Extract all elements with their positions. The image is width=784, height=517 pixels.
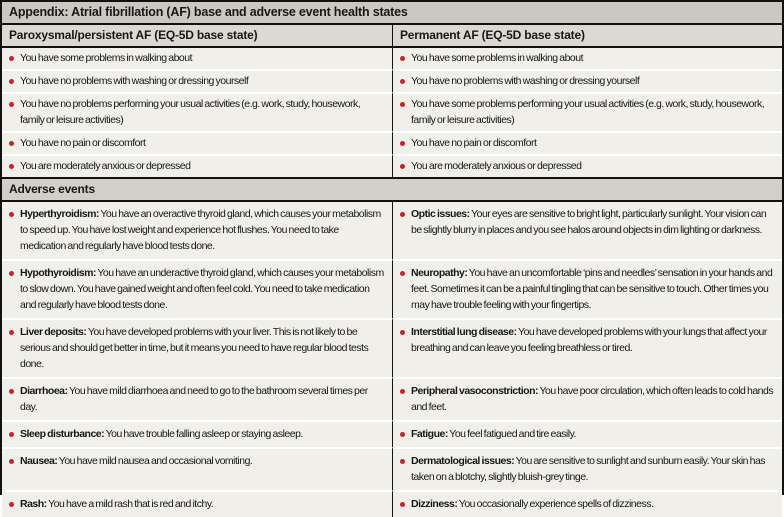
adverse-event-text xyxy=(411,496,776,512)
adverse-events-section-header: Adverse events xyxy=(2,177,782,202)
adverse-event-term: Sleep disturbance: xyxy=(20,428,105,440)
adverse-event-description: You have an overactive thyroid gland, which causes your metabolism to speed up. You have lost weight and experience hot flushes. You need to take medication and regularly have blood tests done. xyxy=(20,208,381,252)
adverse-event-text xyxy=(411,426,776,442)
adverse-event-row xyxy=(2,420,782,447)
base-state-text: You have no pain or discomfort xyxy=(411,137,537,149)
bullet-icon xyxy=(9,164,14,169)
base-state-text: You have no problems with washing or dressing yourself xyxy=(20,75,249,87)
bullet-icon xyxy=(400,330,405,335)
adverse-event-cell-left xyxy=(2,377,392,420)
adverse-event-description: You have developed problems with your liver. This is not likely to be serious and should get better in time, but it means you need to have regular blood tests done. xyxy=(20,326,369,370)
base-state-cell-left xyxy=(2,131,392,154)
base-state-rows xyxy=(2,48,782,177)
adverse-event-text xyxy=(20,383,386,415)
adverse-event-cell-left xyxy=(2,420,392,447)
base-state-cell-right xyxy=(392,69,782,92)
bullet-icon xyxy=(9,102,14,107)
bullet-icon xyxy=(400,141,405,146)
adverse-event-rows xyxy=(2,202,782,517)
bullet-icon xyxy=(400,432,405,437)
adverse-event-cell-left xyxy=(2,202,392,259)
base-state-text: You have no problems with washing or dressing yourself xyxy=(411,75,640,87)
adverse-event-row xyxy=(2,259,782,318)
adverse-event-term: Hypothyroidism: xyxy=(20,267,96,279)
bullet-icon xyxy=(9,502,14,507)
bullet-icon xyxy=(9,459,14,464)
base-state-row xyxy=(2,154,782,177)
adverse-event-description: You have an uncomfortable ‘pins and needles’ sensation in your hands and feet. Sometimes it can be a painful tingling that can be sensitive to touch. Other times you may have trouble feeling with your fingertips. xyxy=(411,267,773,311)
adverse-event-term: Peripheral vasoconstriction: xyxy=(411,385,538,397)
adverse-event-text xyxy=(411,324,776,356)
adverse-event-term: Interstitial lung disease: xyxy=(411,326,517,338)
adverse-event-description: You feel fatigued and tire easily. xyxy=(449,428,576,440)
adverse-event-description: You have an underactive thyroid gland, which causes your metabolism to slow down. You have gained weight and often feel cold. You need to take medication and regularly have blood tests done. xyxy=(20,267,384,311)
adverse-event-description: You have mild diarrhoea and need to go to the bathroom several times per day. xyxy=(20,385,368,413)
adverse-event-description: You have mild nausea and occasional vomiting. xyxy=(58,455,253,467)
adverse-event-term: Dermatological issues: xyxy=(411,455,515,467)
column-header-permanent-af: Permanent AF (EQ-5D base state) xyxy=(392,25,782,46)
adverse-event-term: Optic issues: xyxy=(411,208,470,220)
bullet-icon xyxy=(400,79,405,84)
adverse-event-cell-left xyxy=(2,490,392,517)
adverse-event-text xyxy=(20,265,386,313)
column-header-paroxysmal-persistent-af: Paroxysmal/persistent AF (EQ-5D base state) xyxy=(9,28,258,42)
base-state-text: You have some problems performing your usual activities (e.g. work, study, housework, family or leisure activities) xyxy=(411,98,765,126)
adverse-event-text xyxy=(20,324,386,372)
adverse-event-row xyxy=(2,447,782,490)
adverse-event-description: You have poor circulation, which often leads to cold hands and feet. xyxy=(411,385,774,413)
bullet-icon xyxy=(9,79,14,84)
base-state-cell-left xyxy=(2,92,392,131)
bullet-icon xyxy=(9,271,14,276)
base-state-text: You have some problems in walking about xyxy=(20,52,193,64)
adverse-event-row xyxy=(2,318,782,377)
base-state-cell-left xyxy=(2,48,392,69)
adverse-event-description: You have a mild rash that is red and itchy. xyxy=(48,498,214,510)
adverse-event-text xyxy=(411,453,776,485)
adverse-event-row xyxy=(2,377,782,420)
adverse-event-term: Dizziness: xyxy=(411,498,458,510)
base-state-cell-left xyxy=(2,154,392,177)
adverse-event-term: Diarrhoea: xyxy=(20,385,68,397)
table-title: Appendix: Atrial fibrillation (AF) base and adverse event health states xyxy=(2,2,782,25)
adverse-event-cell-right xyxy=(392,420,782,447)
base-state-text: You are moderately anxious or depressed xyxy=(20,160,191,172)
base-state-cell-right xyxy=(392,154,782,177)
adverse-event-term: Nausea: xyxy=(20,455,58,467)
bullet-icon xyxy=(400,102,405,107)
adverse-event-term: Neuropathy: xyxy=(411,267,468,279)
bullet-icon xyxy=(9,389,14,394)
adverse-event-term: Rash: xyxy=(20,498,47,510)
column-headers xyxy=(2,25,782,48)
bullet-icon xyxy=(400,56,405,61)
adverse-event-text xyxy=(411,383,776,415)
adverse-event-description: You occasionally experience spells of dizziness. xyxy=(458,498,654,510)
adverse-event-term: Fatigue: xyxy=(411,428,448,440)
adverse-event-text xyxy=(411,206,776,238)
bullet-icon xyxy=(9,432,14,437)
bullet-icon xyxy=(9,56,14,61)
bullet-icon xyxy=(9,330,14,335)
adverse-event-text xyxy=(20,426,386,442)
base-state-cell-right xyxy=(392,131,782,154)
bullet-icon xyxy=(400,389,405,394)
bullet-icon xyxy=(9,141,14,146)
adverse-event-cell-left xyxy=(2,259,392,318)
bullet-icon xyxy=(400,212,405,217)
adverse-event-row xyxy=(2,490,782,517)
bullet-icon xyxy=(400,459,405,464)
adverse-event-text xyxy=(411,265,776,313)
bullet-icon xyxy=(400,164,405,169)
adverse-event-cell-right xyxy=(392,490,782,517)
base-state-cell-right xyxy=(392,48,782,69)
base-state-text: You have no problems performing your usual activities (e.g. work, study, housework, family or leisure activities) xyxy=(20,98,361,126)
adverse-event-row xyxy=(2,202,782,259)
base-state-cell-left xyxy=(2,69,392,92)
adverse-event-term: Liver deposits: xyxy=(20,326,87,338)
adverse-event-cell-right xyxy=(392,447,782,490)
adverse-event-cell-left xyxy=(2,318,392,377)
adverse-event-cell-left xyxy=(2,447,392,490)
adverse-event-cell-right xyxy=(392,377,782,420)
adverse-event-description: You have developed problems with your lungs that affect your breathing and can leave you feeling breathless or tired. xyxy=(411,326,767,354)
base-state-text: You are moderately anxious or depressed xyxy=(411,160,582,172)
base-state-cell-right xyxy=(392,92,782,131)
base-state-row xyxy=(2,92,782,131)
bullet-icon xyxy=(400,502,405,507)
base-state-row xyxy=(2,69,782,92)
adverse-event-cell-right xyxy=(392,318,782,377)
adverse-event-description: You have trouble falling asleep or staying asleep. xyxy=(105,428,303,440)
adverse-event-text xyxy=(20,453,386,469)
adverse-event-term: Hyperthyroidism: xyxy=(20,208,99,220)
adverse-event-description: You are sensitive to sunlight and sunburn easily. Your skin has taken on a blotchy, slightly bluish-grey tinge. xyxy=(411,455,766,483)
base-state-row xyxy=(2,48,782,69)
base-state-text: You have no pain or discomfort xyxy=(20,137,146,149)
base-state-row xyxy=(2,131,782,154)
base-state-text: You have some problems in walking about xyxy=(411,52,584,64)
adverse-event-cell-right xyxy=(392,202,782,259)
adverse-event-text xyxy=(20,496,386,512)
bullet-icon xyxy=(9,212,14,217)
bullet-icon xyxy=(400,271,405,276)
adverse-event-description: Your eyes are sensitive to bright light, particularly sunlight. Your vision can be slightly blurry in places and you see halos around objects in dim lighting or darkness. xyxy=(411,208,767,236)
adverse-event-cell-right xyxy=(392,259,782,318)
adverse-event-text xyxy=(20,206,386,254)
